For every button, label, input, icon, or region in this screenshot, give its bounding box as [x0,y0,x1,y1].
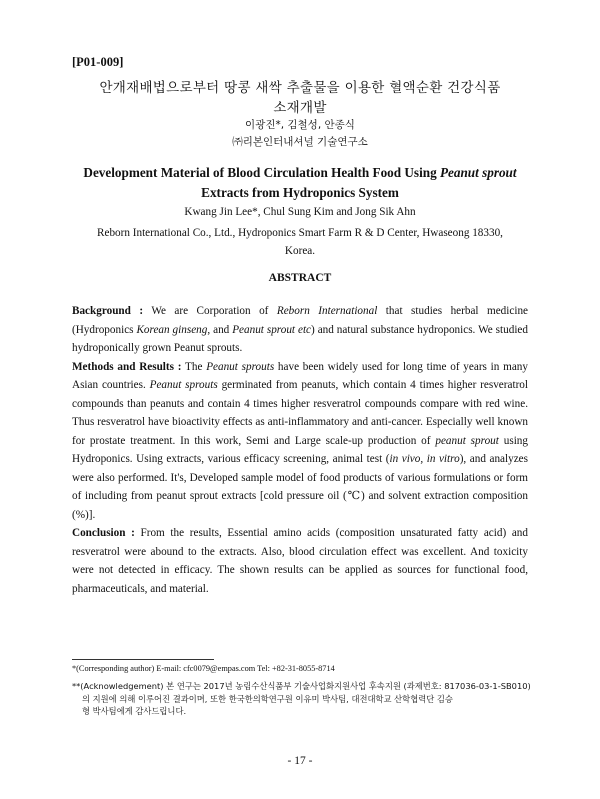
background-italic-3: Peanut sprout etc [232,323,312,336]
background-italic-2: Korean ginseng [136,323,208,336]
methods-italic-4: in vivo, in vitro [389,453,460,465]
background-text-3: , and [207,323,233,336]
english-title-line-1 [72,165,528,181]
methods-text-1: The [181,360,207,373]
methods-text-4: using Hydroponics. Using extracts, various efficacy screening, animal test ( [72,434,528,465]
page-number: - 17 - [287,755,313,767]
methods-text-3: germinated from peanuts, which contain 4 times higher resveratrol compounds than peanuts and contain 4 times higher resveratrol compounds compare with red wine. Thus resveratrol have bioactivity effects as anti-inflammatory and anti-cancer. Especially well known for prostate treatment. In this work, Semi and Large scale-up production of [72,379,528,447]
abstract-heading: ABSTRACT [268,272,332,284]
footnote-acknowledgement [72,680,532,718]
english-title-line-2: Extracts from Hydroponics System [201,185,399,200]
methods-label: Methods and Results : [72,360,182,373]
english-title-plain: Development Material of Blood Circulation Health Food Using [83,165,440,180]
footnote-divider [72,659,214,660]
background-label: Background : [72,305,144,317]
background-text-4: ) and natural substance hydroponics. We studied hydroponically grown Peanut sprouts. [72,323,528,354]
acknowledgement-line-1: **(Acknowledgement) 본 연구는 2017년 농림수산식품부 기술사업화지원사업 후속지원 (과제번호: 817036-03-1-SB010) [72,681,531,691]
acknowledgement-line-3: 형 박사팀에게 감사드립니다. [82,706,187,716]
abstract-code: [P01-009] [72,55,124,69]
korean-affiliation: ㈜리본인터내셔널 기술연구소 [232,136,368,148]
english-affiliation-line-1: Reborn International Co., Ltd., Hydroponics Smart Farm R & D Center, Hwaseong 18330, [97,227,503,239]
english-authors: Kwang Jin Lee*, Chul Sung Kim and Jong Sik Ahn [184,206,416,218]
background-italic-1: Reborn International [276,305,378,317]
methods-italic-1: Peanut sprouts [206,360,275,373]
conclusion-paragraph [72,524,528,598]
background-paragraph [72,302,528,358]
abstract-body [72,302,528,598]
english-title-italic: Peanut sprout [439,165,517,180]
methods-italic-2: Peanut sprouts [149,379,218,391]
korean-title-line-2: 소재개발 [273,100,327,116]
conclusion-text: From the results, Essential amino acids (composition unsaturated fatty acid) and resveratrol were abound to the extracts. Also, blood circulation effect was excellent. And toxicity were not detected in efficacy. The shown results can be applied as sources for functional food, pharmaceuticals, and material. [72,527,528,595]
methods-italic-3: peanut sprout [435,434,499,447]
methods-text-2: have been widely used for long time of years in many Asian countries. [72,360,528,391]
methods-text-5: ), and analyzes were also performed. It's, Developed sample model of food products of various formulations or form of including from peanut sprout extracts [cold pressure oil (℃) and solvent extraction composition (%)]. [72,453,528,521]
background-text-2: that studies herbal medicine (Hydroponics [72,305,529,336]
english-affiliation [72,224,528,260]
korean-title-line-1: 안개재배법으로부터 땅콩 새싹 추출물을 이용한 혈액순환 건강식품 [99,80,501,96]
korean-authors: 이광진*, 김철성, 안종식 [245,119,355,131]
background-text-1: We are Corporation of [143,305,277,317]
english-affiliation-line-2: Korea. [284,245,316,257]
conclusion-label: Conclusion : [72,527,135,539]
acknowledgement-line-2: 의 지원에 의해 이루어진 결과이며, 또한 한국한의학연구원 이유미 박사팀, 대전대학교 산학협력단 김승 [82,693,453,704]
methods-paragraph [72,358,528,525]
footnote-corresponding-author: *(Corresponding author) E-mail: cfc0079@empas.com Tel: +82-31-8055-8714 [72,664,335,673]
